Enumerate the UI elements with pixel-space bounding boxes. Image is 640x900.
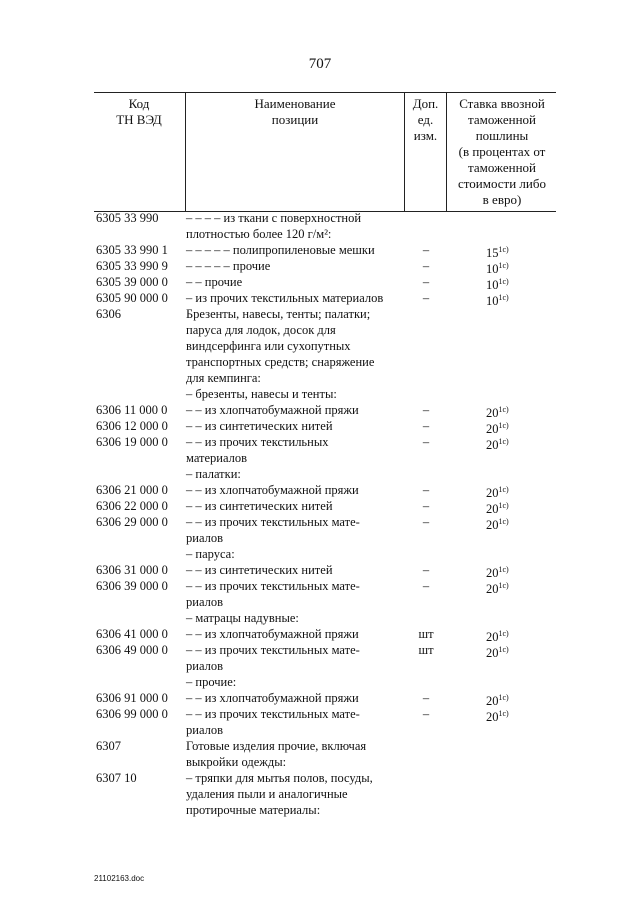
row-name: – тряпки для мытья полов, посуды, удаления пыли и аналогичные протирочные материалы: <box>186 771 373 817</box>
row-code: 6305 90 000 0 <box>96 291 168 305</box>
rate-value: 10 <box>486 294 499 309</box>
row-unit: – <box>422 403 430 417</box>
row-name: – – из прочих текстильных мате- риалов – прочие: <box>186 643 360 689</box>
row-code: 6305 33 990 9 <box>96 259 168 273</box>
row-rate <box>486 514 536 533</box>
row-unit: – <box>422 275 430 289</box>
footer-filename: 21102163.doc <box>94 874 145 883</box>
row-code: 6305 39 000 0 <box>96 275 168 289</box>
row-rate <box>486 642 536 661</box>
row-rate <box>486 706 536 725</box>
table-row <box>94 242 556 261</box>
table-row <box>94 210 556 242</box>
rate-footnote-mark: 1с) <box>498 709 509 718</box>
row-name: – – из прочих текстильных мате- риалов – матрацы надувные: <box>186 579 360 625</box>
rate-value: 20 <box>486 502 499 517</box>
row-code: 6306 31 000 0 <box>96 563 168 577</box>
row-code: 6306 91 000 0 <box>96 691 168 705</box>
row-name: – – из синтетических нитей <box>186 499 333 513</box>
rate-footnote-mark: 1с) <box>498 437 509 446</box>
rate-footnote-mark: 1с) <box>498 501 509 510</box>
row-name: Готовые изделия прочие, включая выкройки одежды: <box>186 739 367 769</box>
row-unit: шт <box>418 643 434 657</box>
rate-value: 20 <box>486 566 499 581</box>
page-number: 707 <box>308 56 332 72</box>
row-rate <box>486 434 536 453</box>
table-body <box>94 210 556 818</box>
row-unit: – <box>422 259 430 273</box>
rate-value: 20 <box>486 518 499 533</box>
row-unit: – <box>422 435 430 449</box>
rate-value: 20 <box>486 630 499 645</box>
row-unit: – <box>422 707 430 721</box>
row-name: – – – – – полипропиленовые мешки <box>186 243 375 257</box>
rate-value: 10 <box>486 262 499 277</box>
rate-footnote-mark: 1с) <box>498 293 509 302</box>
header-rate: Ставка ввозной таможенной пошлины (в процентах от таможенной стоимости либо в евро) <box>446 93 557 211</box>
rate-value: 20 <box>486 406 499 421</box>
table-row <box>94 306 556 402</box>
row-code: 6306 11 000 0 <box>96 403 168 417</box>
row-code: 6305 33 990 1 <box>96 243 168 257</box>
row-unit: – <box>422 243 430 257</box>
row-name: – – из прочих текстильных материалов – палатки: <box>186 435 329 481</box>
rate-value: 10 <box>486 278 499 293</box>
rate-footnote-mark: 1с) <box>498 693 509 702</box>
rate-value: 15 <box>486 246 499 261</box>
header-unit: Доп. ед. изм. <box>404 93 446 211</box>
row-name: – – из синтетических нитей <box>186 563 333 577</box>
rate-value: 20 <box>486 422 499 437</box>
row-name: – – из синтетических нитей <box>186 419 333 433</box>
table-row <box>94 738 556 770</box>
row-unit: – <box>422 579 430 593</box>
row-name: – – из хлопчатобумажной пряжи <box>186 627 359 641</box>
row-code: 6306 21 000 0 <box>96 483 168 497</box>
table-header <box>94 92 556 212</box>
table-row <box>94 514 556 562</box>
row-code: 6305 33 990 <box>96 211 159 225</box>
rate-footnote-mark: 1с) <box>498 581 509 590</box>
table-row <box>94 482 556 501</box>
rate-footnote-mark: 1с) <box>498 485 509 494</box>
row-unit: – <box>422 691 430 705</box>
row-unit: – <box>422 563 430 577</box>
header-code: Код ТН ВЭД <box>116 96 162 127</box>
table-row <box>94 402 556 421</box>
row-name: – – – – – прочие <box>186 259 271 273</box>
row-name: – – из хлопчатобумажной пряжи <box>186 483 359 497</box>
row-name: – из прочих текстильных материалов <box>186 291 384 305</box>
row-code: 6306 12 000 0 <box>96 419 168 433</box>
rate-footnote-mark: 1с) <box>498 645 509 654</box>
rate-footnote-mark: 1с) <box>498 245 509 254</box>
row-rate <box>486 578 536 597</box>
rate-footnote-mark: 1с) <box>498 565 509 574</box>
table-row <box>94 290 556 309</box>
row-code: 6306 41 000 0 <box>96 627 168 641</box>
header-name: Наименование позиции <box>185 93 404 211</box>
row-name: – – из хлопчатобумажной пряжи <box>186 403 359 417</box>
rate-footnote-mark: 1с) <box>498 277 509 286</box>
row-unit: – <box>422 419 430 433</box>
rate-value: 20 <box>486 646 499 661</box>
row-name: – – из хлопчатобумажной пряжи <box>186 691 359 705</box>
table-row <box>94 770 556 818</box>
row-unit: – <box>422 499 430 513</box>
row-name: – – – – из ткани с поверхностной плотностью более 120 г/м²: <box>186 211 362 241</box>
table-row <box>94 690 556 709</box>
rate-footnote-mark: 1с) <box>498 421 509 430</box>
row-code: 6306 19 000 0 <box>96 435 168 449</box>
table-row <box>94 642 556 690</box>
row-name: – – из прочих текстильных мате- риалов <box>186 707 360 737</box>
row-unit: – <box>422 483 430 497</box>
row-code: 6306 49 000 0 <box>96 643 168 657</box>
row-name: – – прочие <box>186 275 243 289</box>
rate-value: 20 <box>486 694 499 709</box>
rate-footnote-mark: 1с) <box>498 261 509 270</box>
rate-value: 20 <box>486 710 499 725</box>
rate-footnote-mark: 1с) <box>498 629 509 638</box>
row-unit: шт <box>418 627 434 641</box>
row-name: – – из прочих текстильных мате- риалов – паруса: <box>186 515 360 561</box>
table-row <box>94 274 556 293</box>
row-code: 6307 10 <box>96 771 137 785</box>
table-row <box>94 706 556 738</box>
table-row <box>94 578 556 626</box>
table-row <box>94 498 556 517</box>
row-unit: – <box>422 291 430 305</box>
row-code: 6307 <box>96 739 121 753</box>
row-code: 6306 22 000 0 <box>96 499 168 513</box>
rate-value: 20 <box>486 438 499 453</box>
table-row <box>94 626 556 645</box>
row-code: 6306 39 000 0 <box>96 579 168 593</box>
rate-footnote-mark: 1с) <box>498 405 509 414</box>
rate-footnote-mark: 1с) <box>498 517 509 526</box>
row-unit: – <box>422 515 430 529</box>
rate-value: 20 <box>486 486 499 501</box>
table-row <box>94 418 556 437</box>
rate-value: 20 <box>486 582 499 597</box>
table-row <box>94 258 556 277</box>
row-code: 6306 <box>96 307 121 321</box>
row-code: 6306 29 000 0 <box>96 515 168 529</box>
table-row <box>94 434 556 482</box>
row-code: 6306 99 000 0 <box>96 707 168 721</box>
table-row <box>94 562 556 581</box>
row-name: Брезенты, навесы, тенты; палатки; паруса для лодок, досок для виндсерфинга или сухопутных транспортных средств; снаряжение для кемпинга: – брезенты, навесы и тенты: <box>186 307 375 401</box>
